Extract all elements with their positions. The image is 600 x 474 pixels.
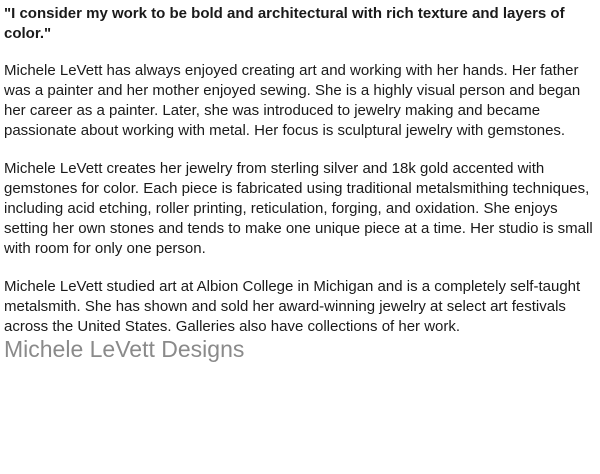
bio-paragraph-process: Michele LeVett creates her jewelry from sterling silver and 18k gold accented with gemstones for color. Each piece is fabricated using traditional metalsmithing techniques, including acid etching, roller printing, reticulation, forging, and oxidation. She enjoys setting her own stones and tends to make one unique piece at a time. Her studio is small with room for only one person. bbox=[4, 160, 593, 257]
bio-paragraph-background: Michele LeVett has always enjoyed creating art and working with her hands. Her father was a painter and her mother enjoyed sewing. She is a highly visual person and began her career as a painter. Later, she was introduced to jewelry making and became passionate about working with metal. Her focus is sculptural jewelry with gemstones. bbox=[4, 62, 581, 139]
bio-paragraph-education: Michele LeVett studied art at Albion College in Michigan and is a completely self-taught metalsmith. She has shown and sold her award-winning jewelry at select art festivals across the United States. Galleries also have collections of her work. bbox=[4, 278, 581, 335]
brand-signature: Michele LeVett Designs bbox=[4, 336, 245, 362]
artist-quote: "I consider my work to be bold and architectural with rich texture and layers of color." bbox=[4, 5, 565, 42]
artist-bio bbox=[4, 4, 596, 362]
